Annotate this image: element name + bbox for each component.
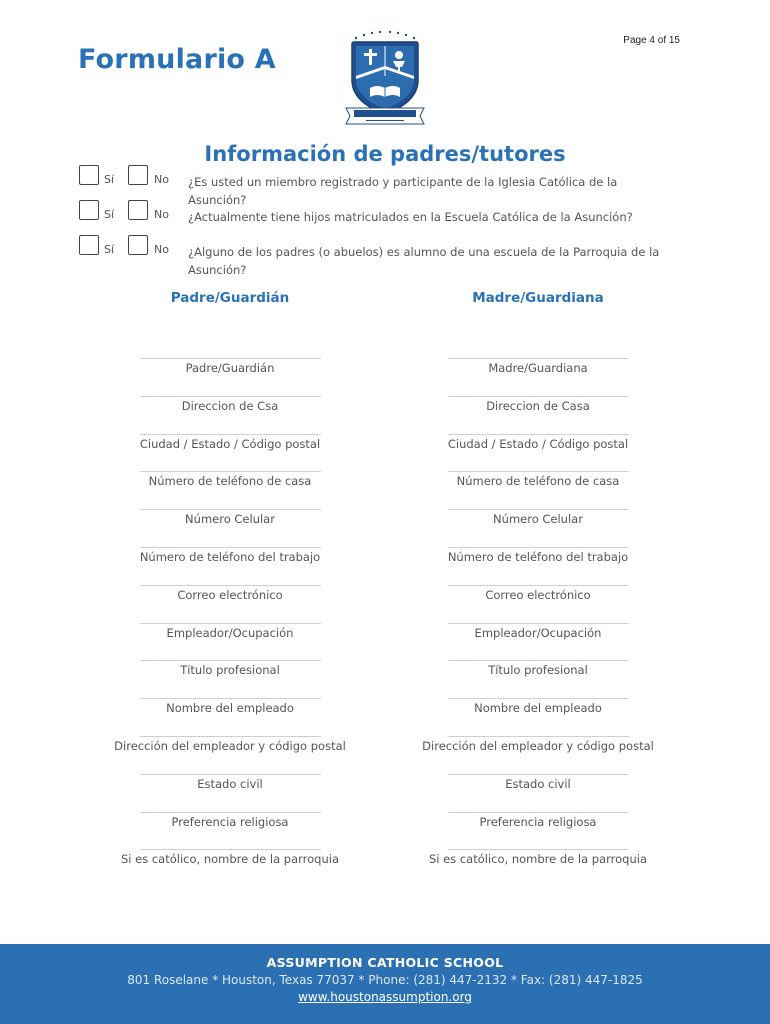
form-field xyxy=(110,577,350,615)
form-field xyxy=(110,463,350,501)
yes-label: Sí xyxy=(104,173,115,186)
signature-line-input[interactable]: ______________________________________________ xyxy=(139,614,321,624)
form-field xyxy=(110,690,350,728)
form-field xyxy=(418,652,658,690)
no-checkbox[interactable] xyxy=(128,165,148,185)
form-field xyxy=(110,841,350,879)
footer-school-name: ASSUMPTION CATHOLIC SCHOOL xyxy=(266,955,504,970)
form-field xyxy=(110,728,350,766)
question-text: ¿Es usted un miembro registrado y participante de la Iglesia Católica de la Asunción? xyxy=(188,175,618,207)
signature-line-input[interactable]: ______________________________________________ xyxy=(447,803,629,813)
field-label: Título profesional xyxy=(180,663,280,678)
section-title: Información de padres/tutores xyxy=(204,142,566,166)
signature-line-input[interactable]: ______________________________________________ xyxy=(139,576,321,586)
question-row-2 xyxy=(0,200,770,240)
signature-line-input[interactable]: ______________________________________________ xyxy=(447,538,629,548)
question-text: ¿Actualmente tiene hijos matriculados en la Escuela Católica de la Asunción? xyxy=(188,210,633,224)
yes-label: Sí xyxy=(104,208,115,221)
signature-line-input[interactable]: ______________________________________________ xyxy=(447,614,629,624)
form-field xyxy=(418,539,658,577)
form-field xyxy=(418,766,658,804)
signature-line-input[interactable]: ______________________________________________ xyxy=(139,425,321,435)
signature-line-input[interactable]: ______________________________________________ xyxy=(139,463,321,473)
form-field xyxy=(418,426,658,464)
signature-line-input[interactable]: ______________________________________________ xyxy=(139,387,321,397)
form-field xyxy=(110,350,350,388)
field-label: Título profesional xyxy=(488,663,588,678)
footer xyxy=(0,944,770,1024)
signature-line-input[interactable]: ______________________________________________ xyxy=(139,803,321,813)
page-number: Page 4 of 15 xyxy=(623,35,680,46)
signature-line-input[interactable]: ______________________________________________ xyxy=(139,652,321,662)
field-label: Número de teléfono del trabajo xyxy=(139,549,321,564)
no-checkbox[interactable] xyxy=(128,200,148,220)
field-label: Nombre del empleado xyxy=(474,701,602,716)
form-field xyxy=(418,463,658,501)
field-label: Estado civil xyxy=(505,776,571,791)
field-label: Direccion de Csa xyxy=(181,398,279,413)
form-field xyxy=(418,804,658,842)
form-field xyxy=(418,577,658,615)
field-label: Número de teléfono del trabajo xyxy=(447,549,629,564)
form-field xyxy=(110,501,350,539)
signature-line-input[interactable]: ______________________________________________ xyxy=(447,841,629,851)
field-label: Nombre del empleado xyxy=(166,701,294,716)
website-link[interactable]: www.houstonassumption.org xyxy=(298,990,472,1004)
signature-line-input[interactable]: ______________________________________________ xyxy=(139,841,321,851)
signature-line-input[interactable]: ______________________________________________ xyxy=(447,463,629,473)
yes-checkbox[interactable] xyxy=(79,235,99,255)
field-label: Dirección del empleador y código postal xyxy=(422,738,654,753)
footer-contact: 801 Roselane * Houston, Texas 77037 * Phone: (281) 447-2132 * Fax: (281) 447-1825 xyxy=(127,973,643,987)
field-label: Número de teléfono de casa xyxy=(148,474,312,489)
yes-checkbox[interactable] xyxy=(79,165,99,185)
footer-website xyxy=(0,990,770,1004)
yes-label: Sí xyxy=(104,243,115,256)
form-field xyxy=(110,388,350,426)
no-label: No xyxy=(154,173,169,186)
father-column-heading: Padre/Guardián xyxy=(170,290,290,306)
form-field xyxy=(110,615,350,653)
question-row-3 xyxy=(0,235,770,275)
field-label: Si es católico, nombre de la parroquia xyxy=(120,852,340,867)
field-label: Preferencia religiosa xyxy=(171,814,289,829)
signature-line-input[interactable]: ______________________________________________ xyxy=(139,350,321,359)
field-label: Ciudad / Estado / Código postal xyxy=(139,436,321,451)
field-label: Ciudad / Estado / Código postal xyxy=(447,436,629,451)
yes-checkbox[interactable] xyxy=(79,200,99,220)
signature-line-input[interactable]: ______________________________________________ xyxy=(447,727,629,737)
form-field xyxy=(418,728,658,766)
signature-line-input[interactable]: ______________________________________________ xyxy=(447,765,629,775)
field-label: Dirección del empleador y código postal xyxy=(114,738,346,753)
signature-line-input[interactable]: ______________________________________________ xyxy=(139,765,321,775)
field-label: Correo electrónico xyxy=(177,587,283,602)
signature-line-input[interactable]: ______________________________________________ xyxy=(139,501,321,511)
field-label: Número Celular xyxy=(493,512,583,527)
father-fields xyxy=(110,350,350,879)
field-label: Madre/Guardiana xyxy=(488,361,588,375)
question-row-1 xyxy=(0,165,770,205)
no-label: No xyxy=(154,208,169,221)
form-field xyxy=(418,388,658,426)
field-label: Correo electrónico xyxy=(485,587,591,602)
mother-fields xyxy=(418,350,658,879)
form-field xyxy=(418,501,658,539)
signature-line-input[interactable]: ______________________________________________ xyxy=(139,690,321,700)
signature-line-input[interactable]: ______________________________________________ xyxy=(139,538,321,548)
signature-line-input[interactable]: ______________________________________________ xyxy=(447,387,629,397)
signature-line-input[interactable]: ______________________________________________ xyxy=(447,501,629,511)
no-checkbox[interactable] xyxy=(128,235,148,255)
field-label: Si es católico, nombre de la parroquia xyxy=(428,852,648,867)
field-label: Estado civil xyxy=(197,776,263,791)
school-crest-logo xyxy=(344,30,426,130)
form-field xyxy=(418,615,658,653)
form-field xyxy=(110,426,350,464)
signature-line-input[interactable]: ______________________________________________ xyxy=(447,652,629,662)
field-label: Empleador/Ocupación xyxy=(166,625,294,640)
field-label: Preferencia religiosa xyxy=(479,814,597,829)
signature-line-input[interactable]: ______________________________________________ xyxy=(447,576,629,586)
form-field xyxy=(110,766,350,804)
form-field xyxy=(418,350,658,388)
field-label: Empleador/Ocupación xyxy=(474,625,602,640)
field-label: Direccion de Casa xyxy=(486,398,590,413)
signature-line-input[interactable]: ______________________________________________ xyxy=(447,690,629,700)
form-field xyxy=(110,804,350,842)
signature-line-input[interactable]: ______________________________________________ xyxy=(447,350,629,359)
field-label: Número de teléfono de casa xyxy=(456,474,620,489)
form-field xyxy=(110,652,350,690)
question-text: ¿Alguno de los padres (o abuelos) es alumno de una escuela de la Parroquia de la Asunción? xyxy=(188,245,660,277)
signature-line-input[interactable]: ______________________________________________ xyxy=(447,425,629,435)
mother-column-heading: Madre/Guardiana xyxy=(472,290,604,306)
form-field xyxy=(418,841,658,879)
field-label: Número Celular xyxy=(185,512,275,527)
form-field xyxy=(418,690,658,728)
form-title: Formulario A xyxy=(78,44,276,75)
field-label: Padre/Guardián xyxy=(185,361,275,375)
form-field xyxy=(110,539,350,577)
signature-line-input[interactable]: ______________________________________________ xyxy=(139,727,321,737)
no-label: No xyxy=(154,243,169,256)
